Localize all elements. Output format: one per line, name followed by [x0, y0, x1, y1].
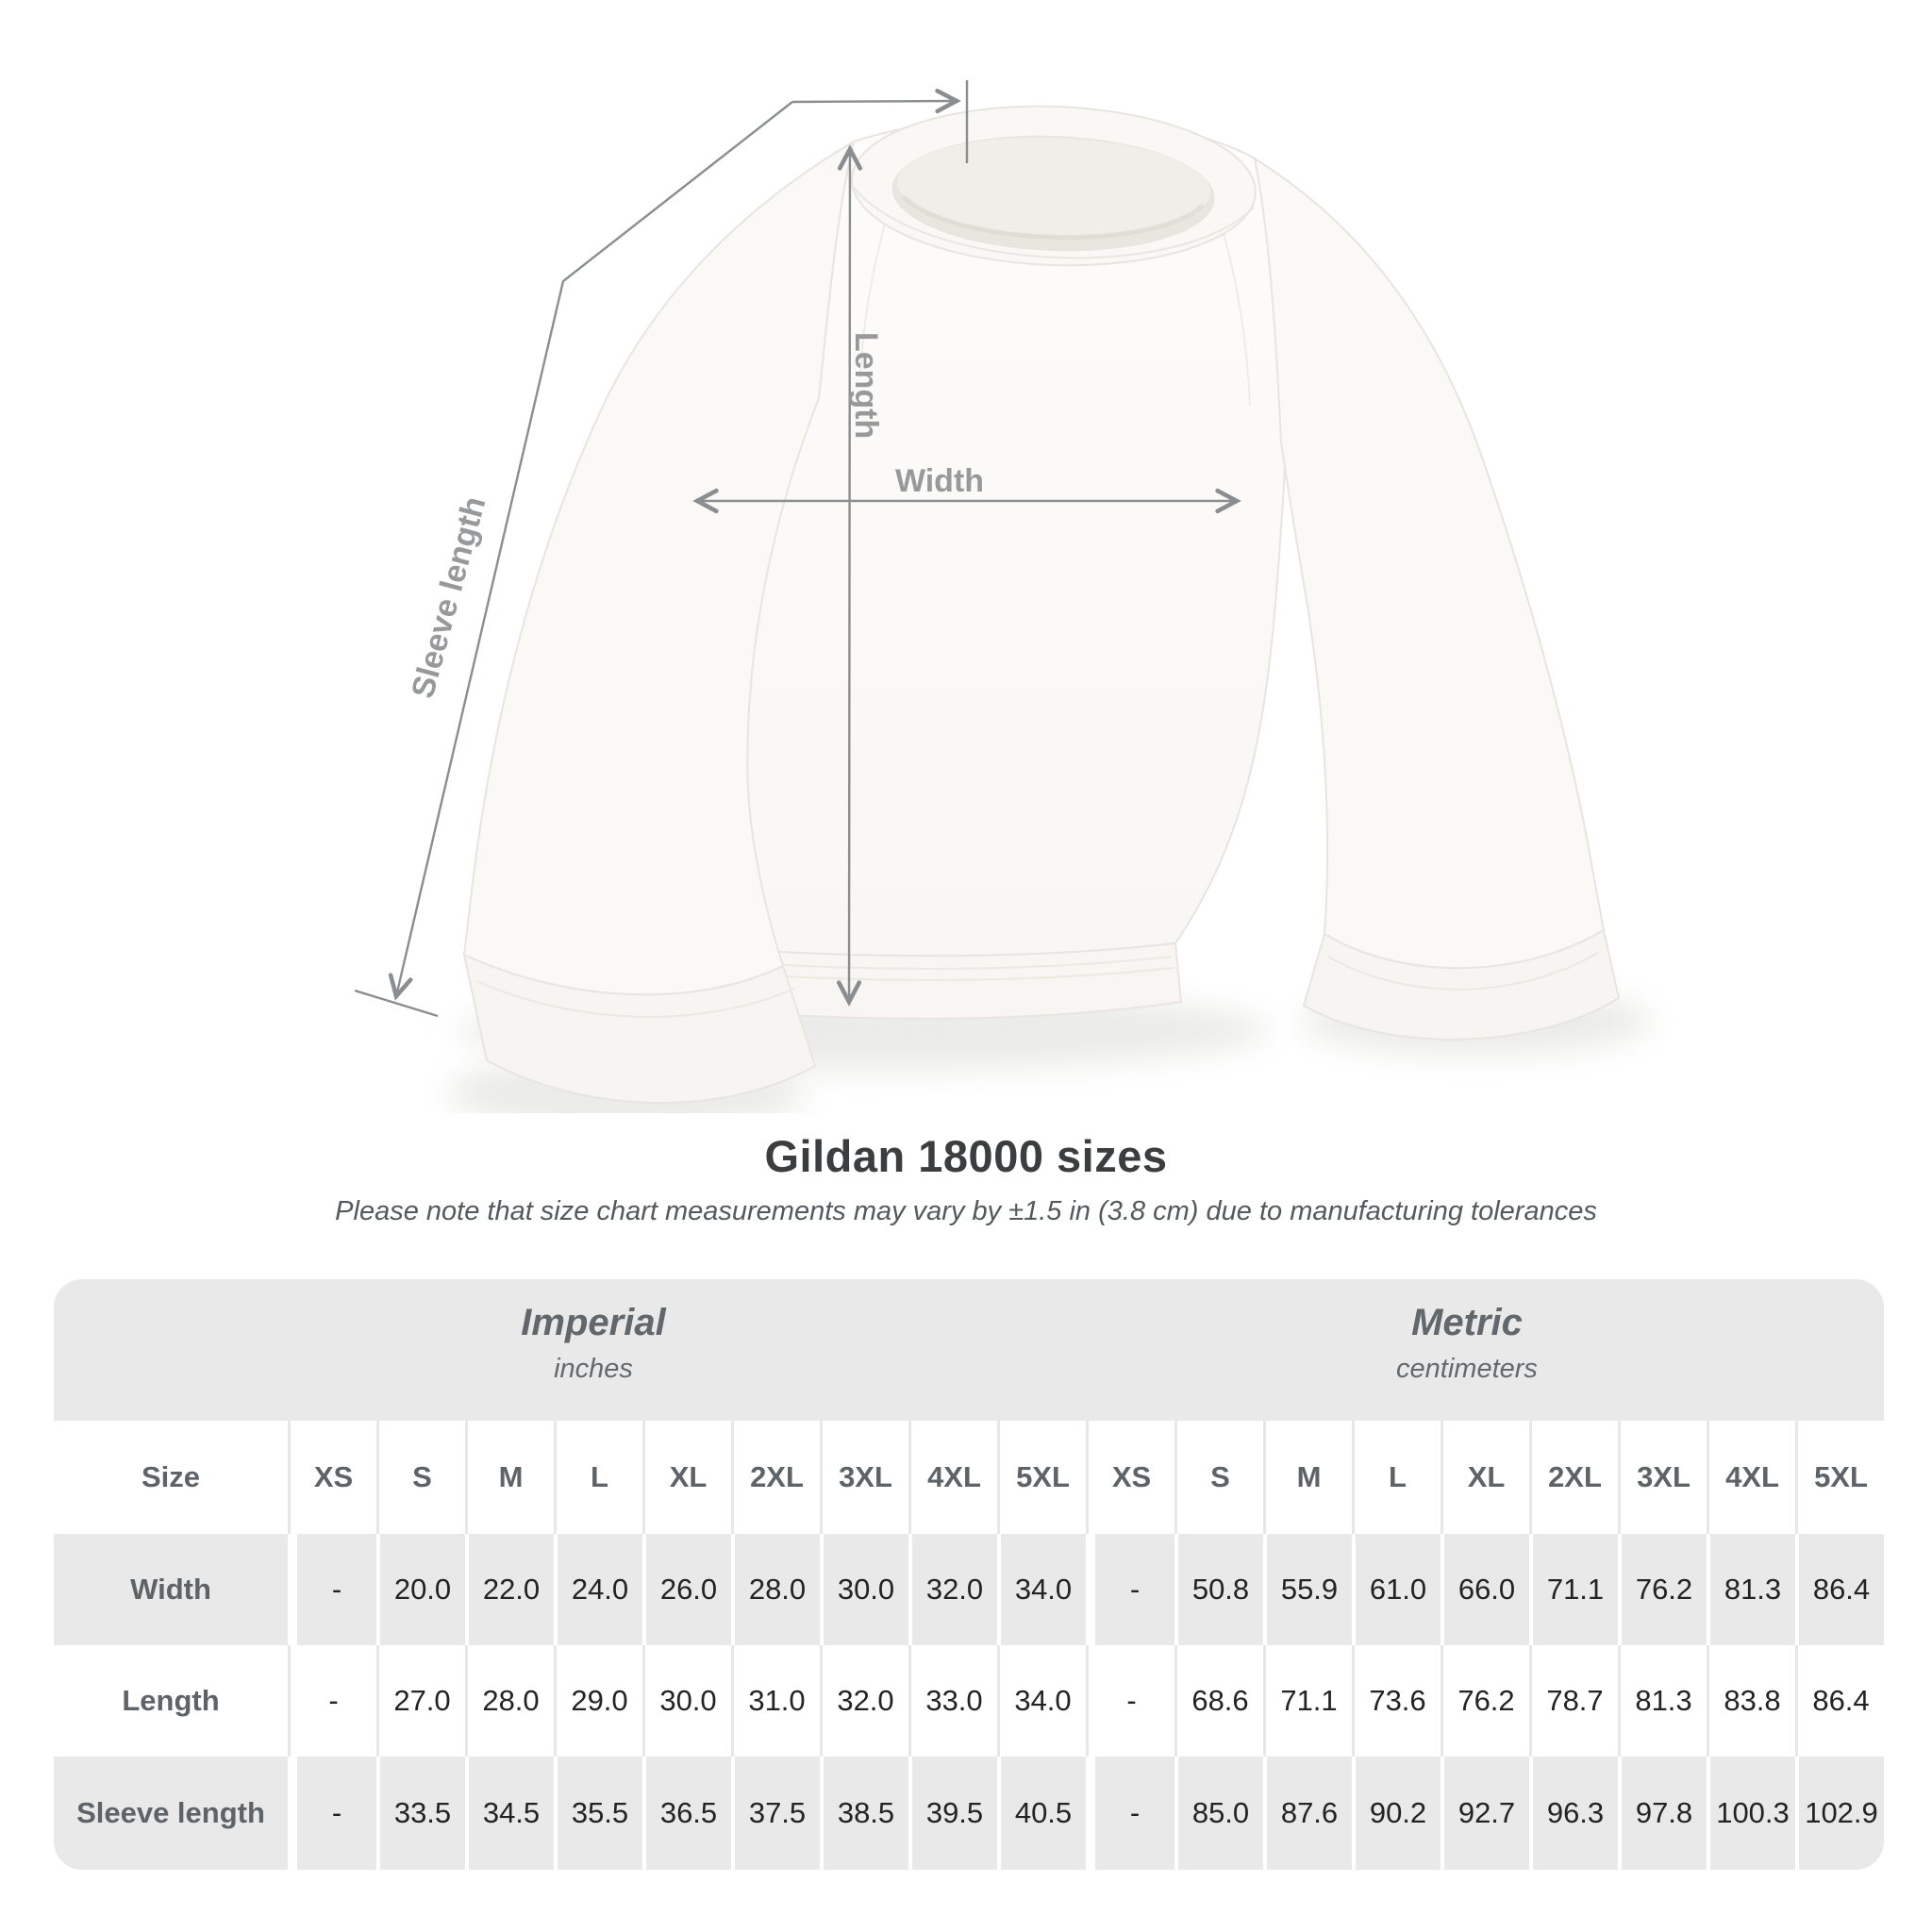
imperial-label: Imperial [521, 1302, 666, 1343]
size-header-imperial-s: S [376, 1421, 465, 1534]
value-cell-metric: 55.9 [1263, 1534, 1352, 1645]
value-cell-metric: 100.3 [1707, 1757, 1795, 1870]
imperial-group-header [54, 1279, 1086, 1421]
value-cell-metric: - [1086, 1534, 1174, 1645]
page-subtitle: Please note that size chart measurements may vary by ±1.5 in (3.8 cm) due to manufacturing tolerances [335, 1196, 1597, 1226]
size-header-metric-5xl: 5XL [1795, 1421, 1884, 1534]
sweatshirt-right-sleeve [1255, 158, 1604, 968]
row-label-width: Width [130, 1573, 211, 1606]
size-header-imperial-l: L [554, 1421, 642, 1534]
size-header-metric-s: S [1174, 1421, 1263, 1534]
value-cell-metric: 85.0 [1174, 1757, 1263, 1870]
value-cell-imperial: 39.5 [908, 1757, 997, 1870]
value-cell-imperial: 30.0 [820, 1534, 908, 1645]
value-cell-metric: 87.6 [1263, 1757, 1352, 1870]
page-title: Gildan 18000 sizes [764, 1131, 1168, 1181]
value-cell-imperial: 30.0 [642, 1645, 731, 1757]
value-cell-metric: 71.1 [1529, 1534, 1618, 1645]
value-cell-imperial: 36.5 [642, 1757, 731, 1870]
size-header-imperial-5xl: 5XL [997, 1421, 1086, 1534]
row-label-sleeve-length: Sleeve length [76, 1796, 265, 1829]
value-cell-imperial: 24.0 [554, 1534, 642, 1645]
value-cell-metric: 68.6 [1174, 1645, 1263, 1757]
value-cell-imperial: 32.0 [820, 1645, 908, 1757]
value-cell-metric: 78.7 [1529, 1645, 1618, 1757]
sweatshirt-illustration [464, 100, 1619, 1104]
value-cell-imperial: 34.0 [997, 1534, 1086, 1645]
value-cell-metric: 76.2 [1441, 1645, 1529, 1757]
size-header-metric-4xl: 4XL [1707, 1421, 1795, 1534]
value-cell-imperial: 31.0 [731, 1645, 820, 1757]
value-cell-imperial: 40.5 [997, 1757, 1086, 1870]
value-cell-imperial: 26.0 [642, 1534, 731, 1645]
value-cell-imperial: - [288, 1534, 376, 1645]
value-cell-metric: 96.3 [1529, 1757, 1618, 1870]
value-cell-imperial: - [288, 1645, 376, 1757]
value-cell-metric: 50.8 [1174, 1534, 1263, 1645]
size-header-imperial-xs: XS [288, 1421, 376, 1534]
value-cell-imperial: 27.0 [376, 1645, 465, 1757]
value-cell-imperial: 32.0 [908, 1534, 997, 1645]
size-header-imperial-m: M [465, 1421, 554, 1534]
size-header-imperial-2xl: 2XL [731, 1421, 820, 1534]
size-header-imperial-xl: XL [642, 1421, 731, 1534]
value-cell-imperial: - [288, 1757, 376, 1870]
size-table [54, 1279, 1884, 1870]
value-cell-metric: 86.4 [1795, 1534, 1884, 1645]
value-cell-imperial: 37.5 [731, 1757, 820, 1870]
imperial-unit-label: inches [554, 1354, 633, 1384]
value-cell-imperial: 22.0 [465, 1534, 554, 1645]
value-cell-metric: 97.8 [1618, 1757, 1707, 1870]
metric-group-header [1086, 1279, 1884, 1421]
length-label: Length [848, 332, 884, 440]
row-label-length: Length [122, 1684, 220, 1717]
value-cell-imperial: 33.0 [908, 1645, 997, 1757]
size-column-header: Size [141, 1460, 201, 1493]
value-cell-imperial: 20.0 [376, 1534, 465, 1645]
value-cell-imperial: 35.5 [554, 1757, 642, 1870]
value-cell-metric: 66.0 [1441, 1534, 1529, 1645]
size-header-metric-xs: XS [1086, 1421, 1174, 1534]
value-cell-metric: 81.3 [1707, 1534, 1795, 1645]
size-header-imperial-3xl: 3XL [820, 1421, 908, 1534]
value-cell-metric: 83.8 [1707, 1645, 1795, 1757]
value-cell-imperial: 29.0 [554, 1645, 642, 1757]
metric-unit-label: centimeters [1396, 1354, 1538, 1384]
sleeve-length-row [54, 1757, 1884, 1870]
metric-label: Metric [1411, 1302, 1523, 1343]
width-label: Width [894, 463, 985, 499]
value-cell-metric: 90.2 [1352, 1757, 1441, 1870]
unit-group-header-row [54, 1279, 1884, 1421]
size-header-metric-xl: XL [1441, 1421, 1529, 1534]
size-header-row [54, 1421, 1884, 1534]
value-cell-metric: 71.1 [1263, 1645, 1352, 1757]
value-cell-metric: 86.4 [1795, 1645, 1884, 1757]
value-cell-imperial: 34.0 [997, 1645, 1086, 1757]
sleeve-length-label: Sleeve length [405, 492, 493, 703]
value-cell-imperial: 34.5 [465, 1757, 554, 1870]
size-header-metric-l: L [1352, 1421, 1441, 1534]
value-cell-metric: 61.0 [1352, 1534, 1441, 1645]
value-cell-metric: 81.3 [1618, 1645, 1707, 1757]
width-row [54, 1534, 1884, 1645]
value-cell-imperial: 38.5 [820, 1757, 908, 1870]
value-cell-metric: - [1086, 1645, 1174, 1757]
size-header-imperial-4xl: 4XL [908, 1421, 997, 1534]
size-header-metric-3xl: 3XL [1618, 1421, 1707, 1534]
length-row [54, 1645, 1884, 1757]
value-cell-imperial: 28.0 [465, 1645, 554, 1757]
value-cell-metric: 92.7 [1441, 1757, 1529, 1870]
size-header-metric-2xl: 2XL [1529, 1421, 1618, 1534]
length-arrow [849, 149, 850, 1002]
size-header-metric-m: M [1263, 1421, 1352, 1534]
value-cell-imperial: 33.5 [376, 1757, 465, 1870]
value-cell-metric: 102.9 [1795, 1757, 1884, 1870]
value-cell-metric: 73.6 [1352, 1645, 1441, 1757]
value-cell-metric: - [1086, 1757, 1174, 1870]
sleeve-measure-top-arrow [792, 101, 957, 102]
value-cell-imperial: 28.0 [731, 1534, 820, 1645]
value-cell-metric: 76.2 [1618, 1534, 1707, 1645]
